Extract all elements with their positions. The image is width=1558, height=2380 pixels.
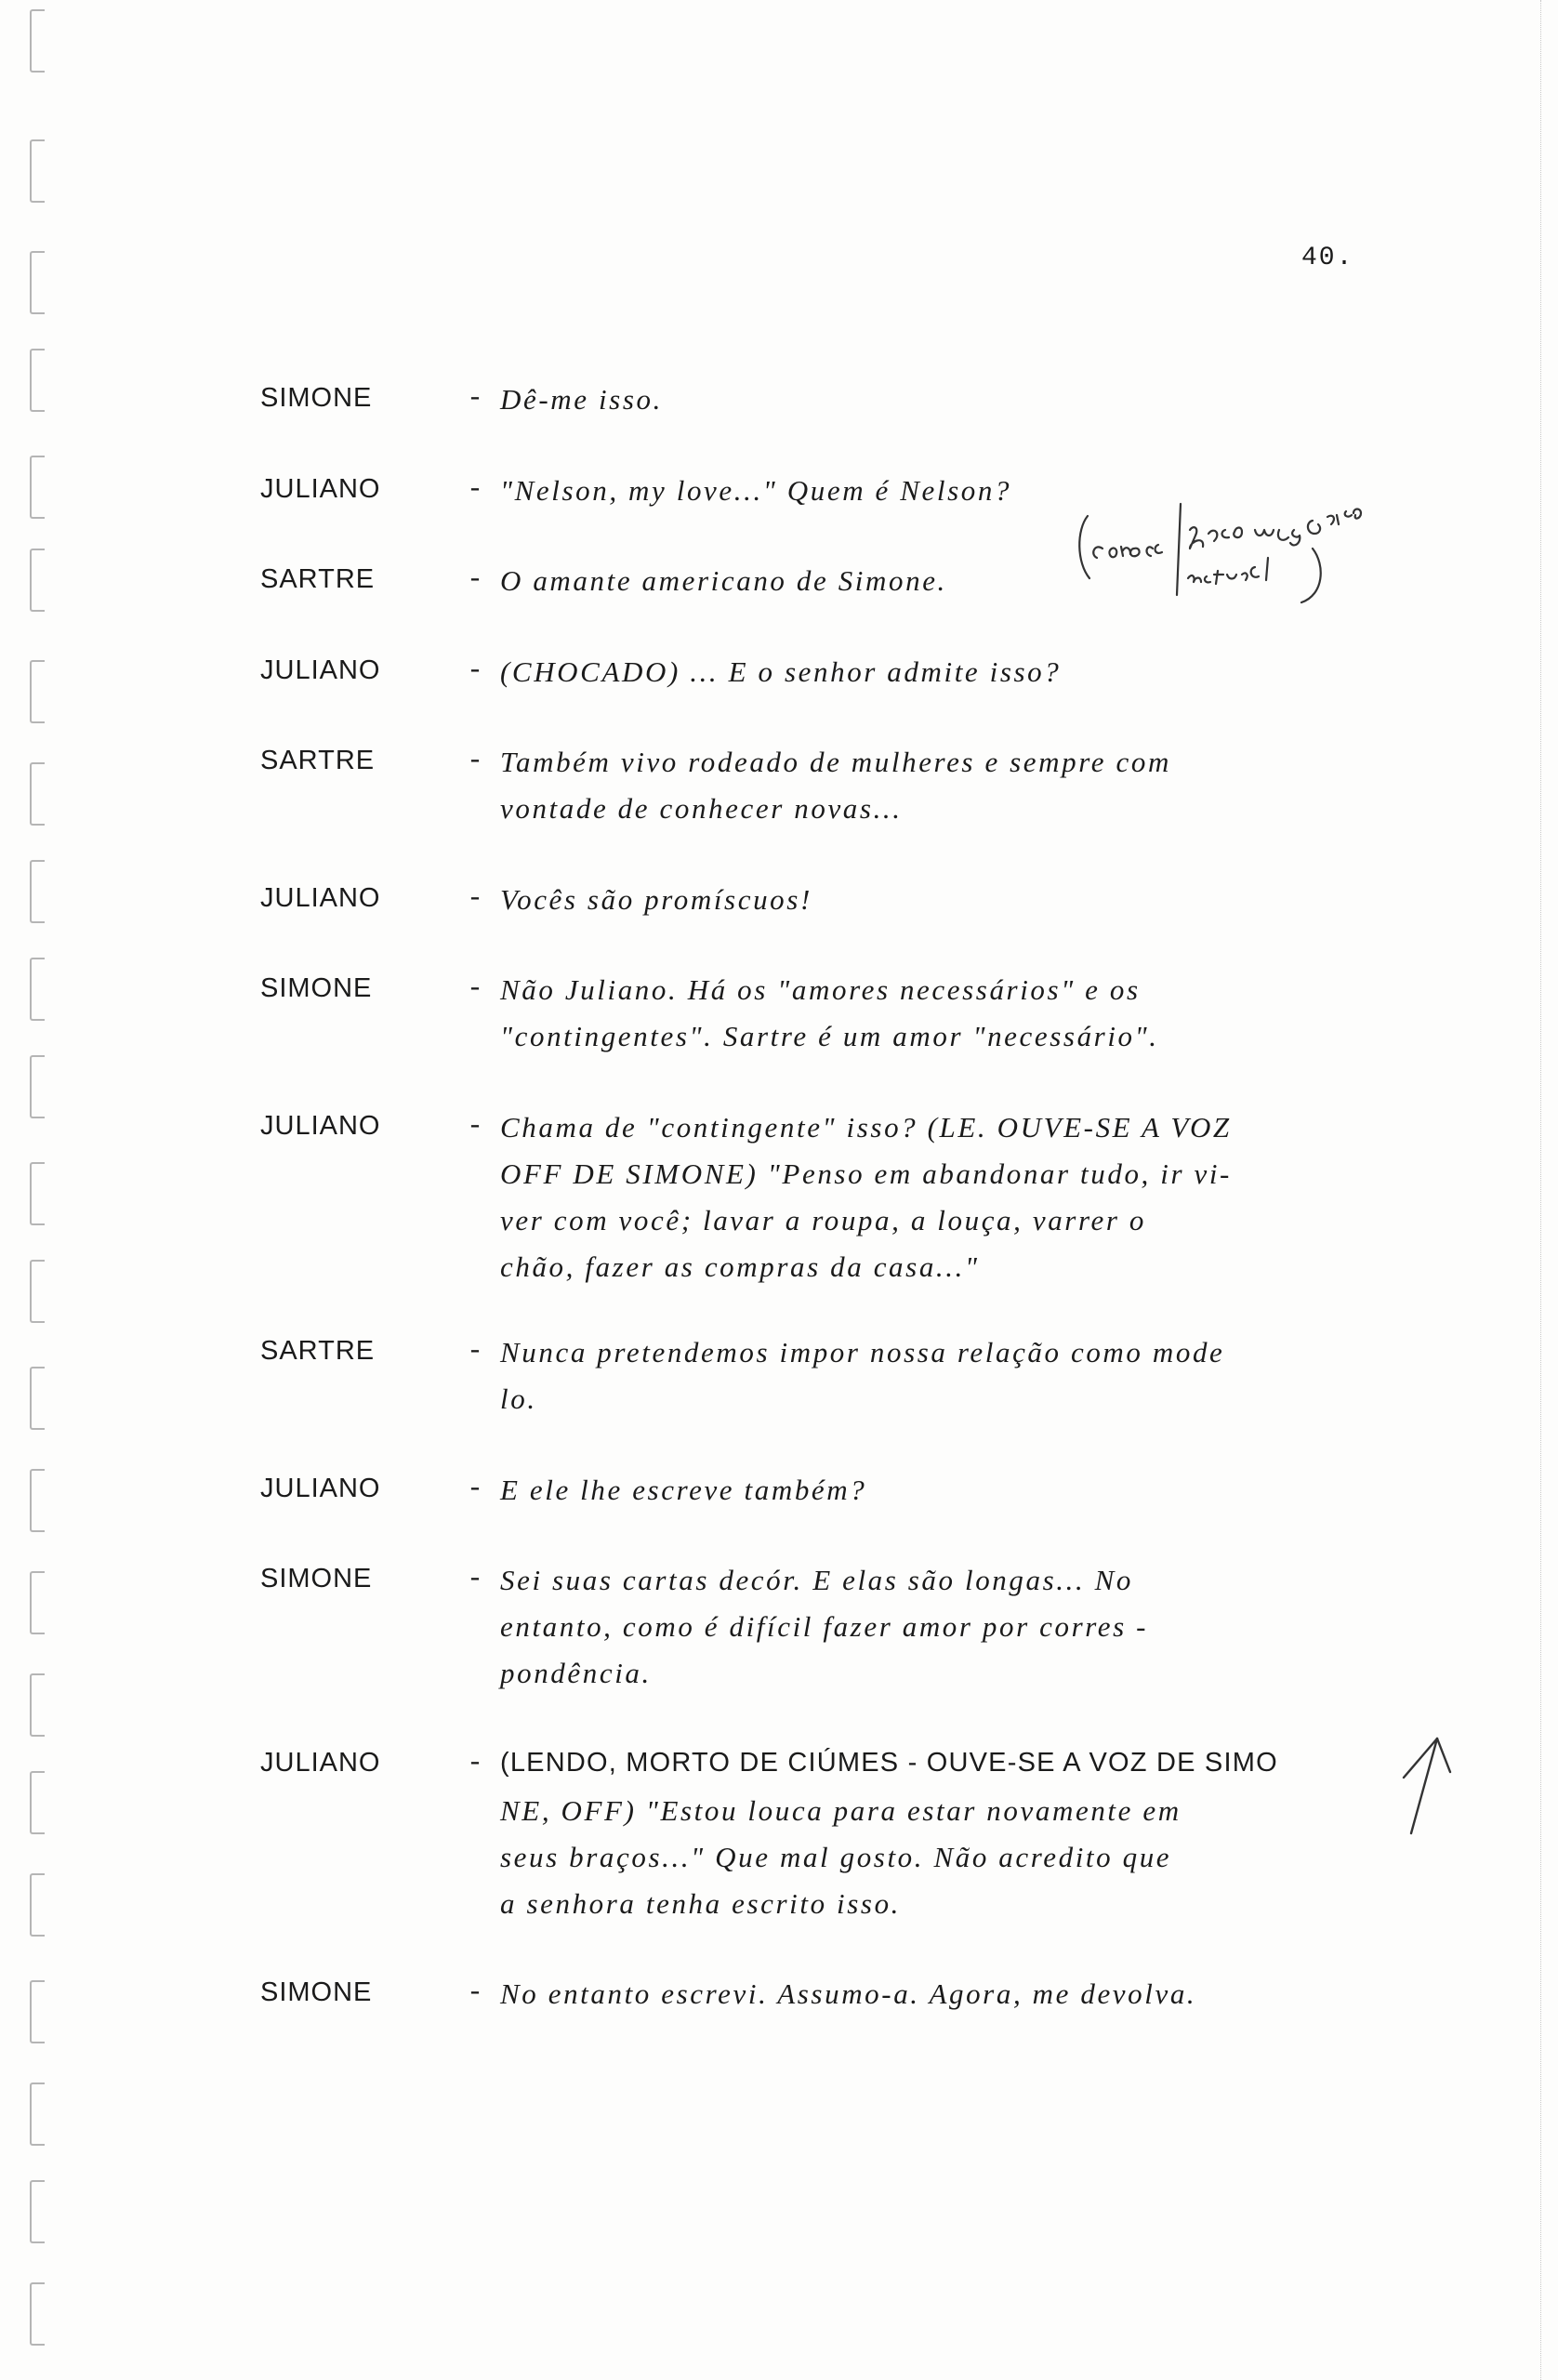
dialogue-text: O amante americano de Simone. [500, 564, 947, 597]
speaker-name: SIMONE [260, 973, 373, 1003]
dialogue-text: Não Juliano. Há os "amores necessários" e os [500, 973, 1141, 1006]
dialogue-text: Vocês são promíscuos! [500, 883, 812, 916]
dialogue-text: vontade de conhecer novas... [500, 792, 903, 825]
dialogue-text: Dê-me isso. [500, 383, 663, 416]
dialogue-text: OFF DE SIMONE) "Penso em abandonar tudo, ir vi- [500, 1157, 1232, 1190]
dialogue-text: Também vivo rodeado de mulheres e sempre com [500, 746, 1171, 778]
dialogue-dash: - [467, 564, 484, 596]
dialogue-text: E ele lhe escreve também? [500, 1474, 867, 1506]
dialogue-text: Sei suas cartas decór. E elas são longas... No [500, 1564, 1134, 1596]
dialogue-dash: - [467, 1564, 484, 1595]
dialogue-text: (CHOCADO) ... E o senhor admite isso? [500, 655, 1062, 688]
dialogue-text: entanto, como é difícil fazer amor por corres - [500, 1610, 1149, 1643]
speaker-name: JULIANO [260, 474, 381, 504]
speaker-name: JULIANO [260, 655, 381, 685]
speaker-name: SARTRE [260, 564, 376, 594]
dialogue-text: NE, OFF) "Estou louca para estar novamente em [500, 1794, 1182, 1827]
dialogue-dash: - [467, 1977, 484, 2009]
dialogue-text: lo. [500, 1382, 537, 1415]
dialogue-text: "contingentes". Sartre é um amor "necessário". [500, 1020, 1159, 1052]
speaker-name: SIMONE [260, 383, 373, 413]
arrow-mark-icon [1394, 1729, 1469, 1841]
dialogue-dash: - [467, 655, 484, 687]
speaker-name: SIMONE [260, 1977, 373, 2007]
speaker-name: SIMONE [260, 1564, 373, 1593]
dialogue-text: a senhora tenha escrito isso. [500, 1887, 902, 1920]
dialogue-text: pondência. [500, 1657, 652, 1689]
dialogue-dash: - [467, 383, 484, 415]
dialogue-dash: - [467, 1336, 484, 1368]
page-edge [1539, 0, 1541, 2380]
dialogue-text: seus braços..." Que mal gosto. Não acredito que [500, 1841, 1172, 1873]
dialogue-text: Chama de "contingente" isso? (LE. OUVE-SE A VOZ [500, 1111, 1232, 1144]
speaker-name: JULIANO [260, 883, 381, 913]
dialogue-text: No entanto escrevi. Assumo-a. Agora, me devolva. [500, 1977, 1197, 2010]
speaker-name: SARTRE [260, 1336, 376, 1366]
handwritten-note [1069, 493, 1497, 623]
dialogue-text: ver com você; lavar a roupa, a louça, varrer o [500, 1204, 1146, 1236]
dialogue-dash: - [467, 1748, 484, 1779]
dialogue-text: Nunca pretendemos impor nossa relação como mode [500, 1336, 1225, 1368]
speaker-name: JULIANO [260, 1748, 381, 1778]
page-number: 40. [1301, 244, 1354, 272]
dialogue-dash: - [467, 1111, 484, 1143]
speaker-name: SARTRE [260, 746, 376, 775]
dialogue-text: (LENDO, MORTO DE CIÚMES - OUVE-SE A VOZ DE SIMO [500, 1748, 1278, 1778]
dialogue-dash: - [467, 883, 484, 915]
binding-holes [20, 0, 58, 2380]
dialogue-text: chão, fazer as compras da casa..." [500, 1250, 980, 1283]
dialogue-dash: - [467, 973, 484, 1005]
dialogue-dash: - [467, 746, 484, 777]
speaker-name: JULIANO [260, 1474, 381, 1503]
dialogue-dash: - [467, 1474, 484, 1505]
dialogue-dash: - [467, 474, 484, 506]
speaker-name: JULIANO [260, 1111, 381, 1141]
dialogue-text: "Nelson, my love..." Quem é Nelson? [500, 474, 1012, 507]
